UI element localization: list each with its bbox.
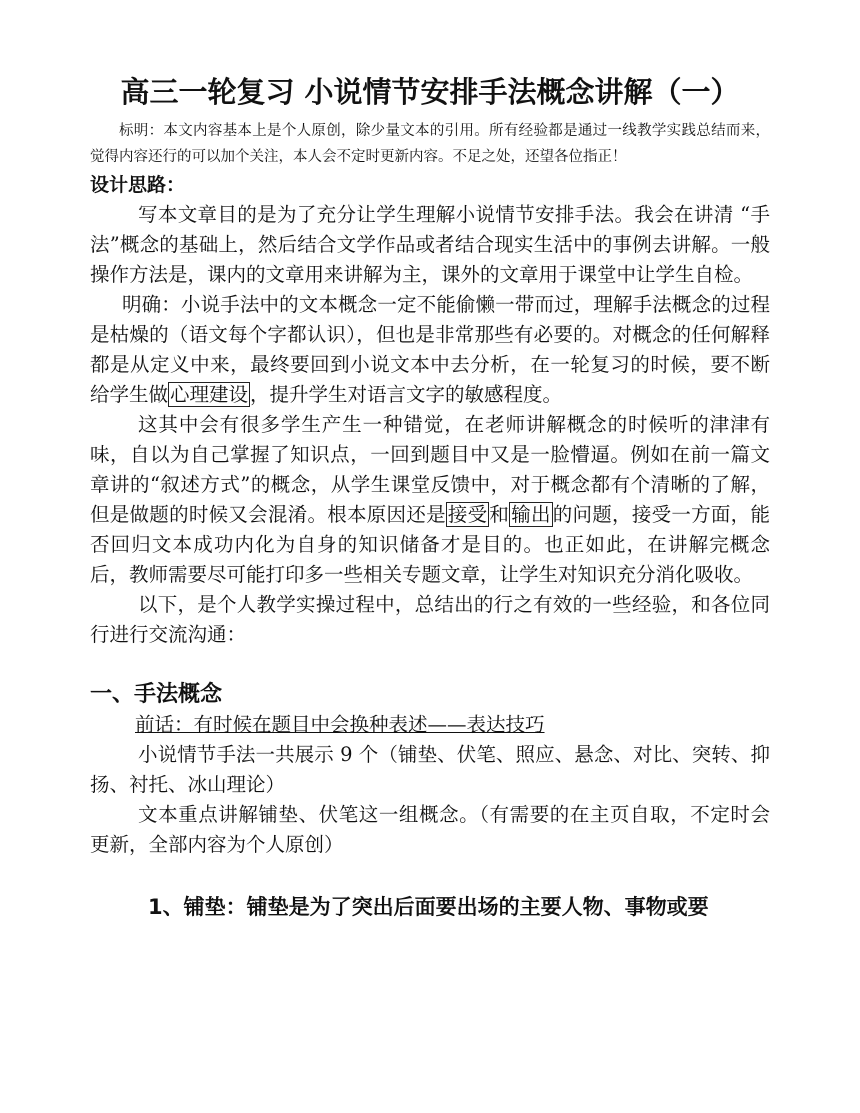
- section-heading: 一、手法概念: [90, 682, 223, 707]
- paragraph-text: 和: [489, 503, 510, 526]
- design-paragraph-1: 写本文章目的是为了充分让学生理解小说情节安排手法。我会在讲清 “手法”概念的基础上，然后结合文学作品或者结合现实生活中的事例去讲解。一般操作方法是，课内的文章用来讲解为主，课外的文章用于课堂中让学生自检。: [90, 203, 770, 286]
- paragraph-text: ，提升学生对语言文字的敏感程度。: [250, 383, 563, 406]
- document-page: [90, 62, 770, 922]
- boxed-term-output: 输出: [511, 503, 551, 526]
- paragraph-text: 这其中会有很多学生产生一种错觉，在老师讲解概念的时候听的津津有味，自以为自己掌握了知识点，一回到题目中又是一脸懵逼。例如在前一篇文章讲的“叙述方式”的概念，从学生课堂反馈中，对于概念都有个清晰的了解，但是做题的时候又会混淆。根本原因还是: [90, 413, 770, 526]
- section-paragraph-2: 文本重点讲解铺垫、伏笔这一组概念。（有需要的在主页自取，不定时会更新，全部内容为个人原创）: [90, 803, 770, 856]
- document-title: 高三一轮复习 小说情节安排手法概念讲解（一）: [120, 75, 740, 109]
- preface-line: [90, 710, 770, 740]
- design-paragraph-2: [90, 290, 770, 410]
- preface-text: 前话：有时候在题目中会换种表述——表达技巧: [135, 713, 545, 736]
- design-heading: 设计思路：: [90, 174, 186, 196]
- design-paragraph-4: 以下，是个人教学实操过程中，总结出的行之有效的一些经验，和各位同行进行交流沟通：: [90, 593, 770, 646]
- paragraph-text: 明确：小说手法中的文本概念一定不能偷懒一带而过，理解手法概念的过程是枯燥的（语文每个字都认识），但也是非常那些有必要的。对概念的任何解释都是从定义中来，最终要回到小说文本中去分析，在一轮复习的时候，要不断给学生做: [90, 293, 770, 406]
- section-paragraph-1: 小说情节手法一共展示 9 个（铺垫、伏笔、照应、悬念、对比、突转、抑扬、衬托、冰山理论）: [90, 743, 770, 796]
- author-note: 标明：本文内容基本上是个人原创，除少量文本的引用。所有经验都是通过一线教学实践总结而来，觉得内容还行的可以加个关注，本人会不定时更新内容。不足之处，还望各位指正！: [90, 123, 770, 165]
- paragraph-text: 的问题，接受一方面，能否回归文本成功内化为自身的知识储备才是目的。也正如此，在讲解完概念后，教师需要尽可能打印多一些相关专题文章，让学生对知识充分消化吸收。: [90, 503, 770, 586]
- boxed-term-accept: 接受: [447, 503, 488, 526]
- boxed-term-psych: 心理建设: [170, 383, 249, 406]
- subsection-heading: 1、铺垫：铺垫是为了突出后面要出场的主要人物、事物或要: [148, 895, 709, 919]
- design-paragraph-3: [90, 410, 770, 590]
